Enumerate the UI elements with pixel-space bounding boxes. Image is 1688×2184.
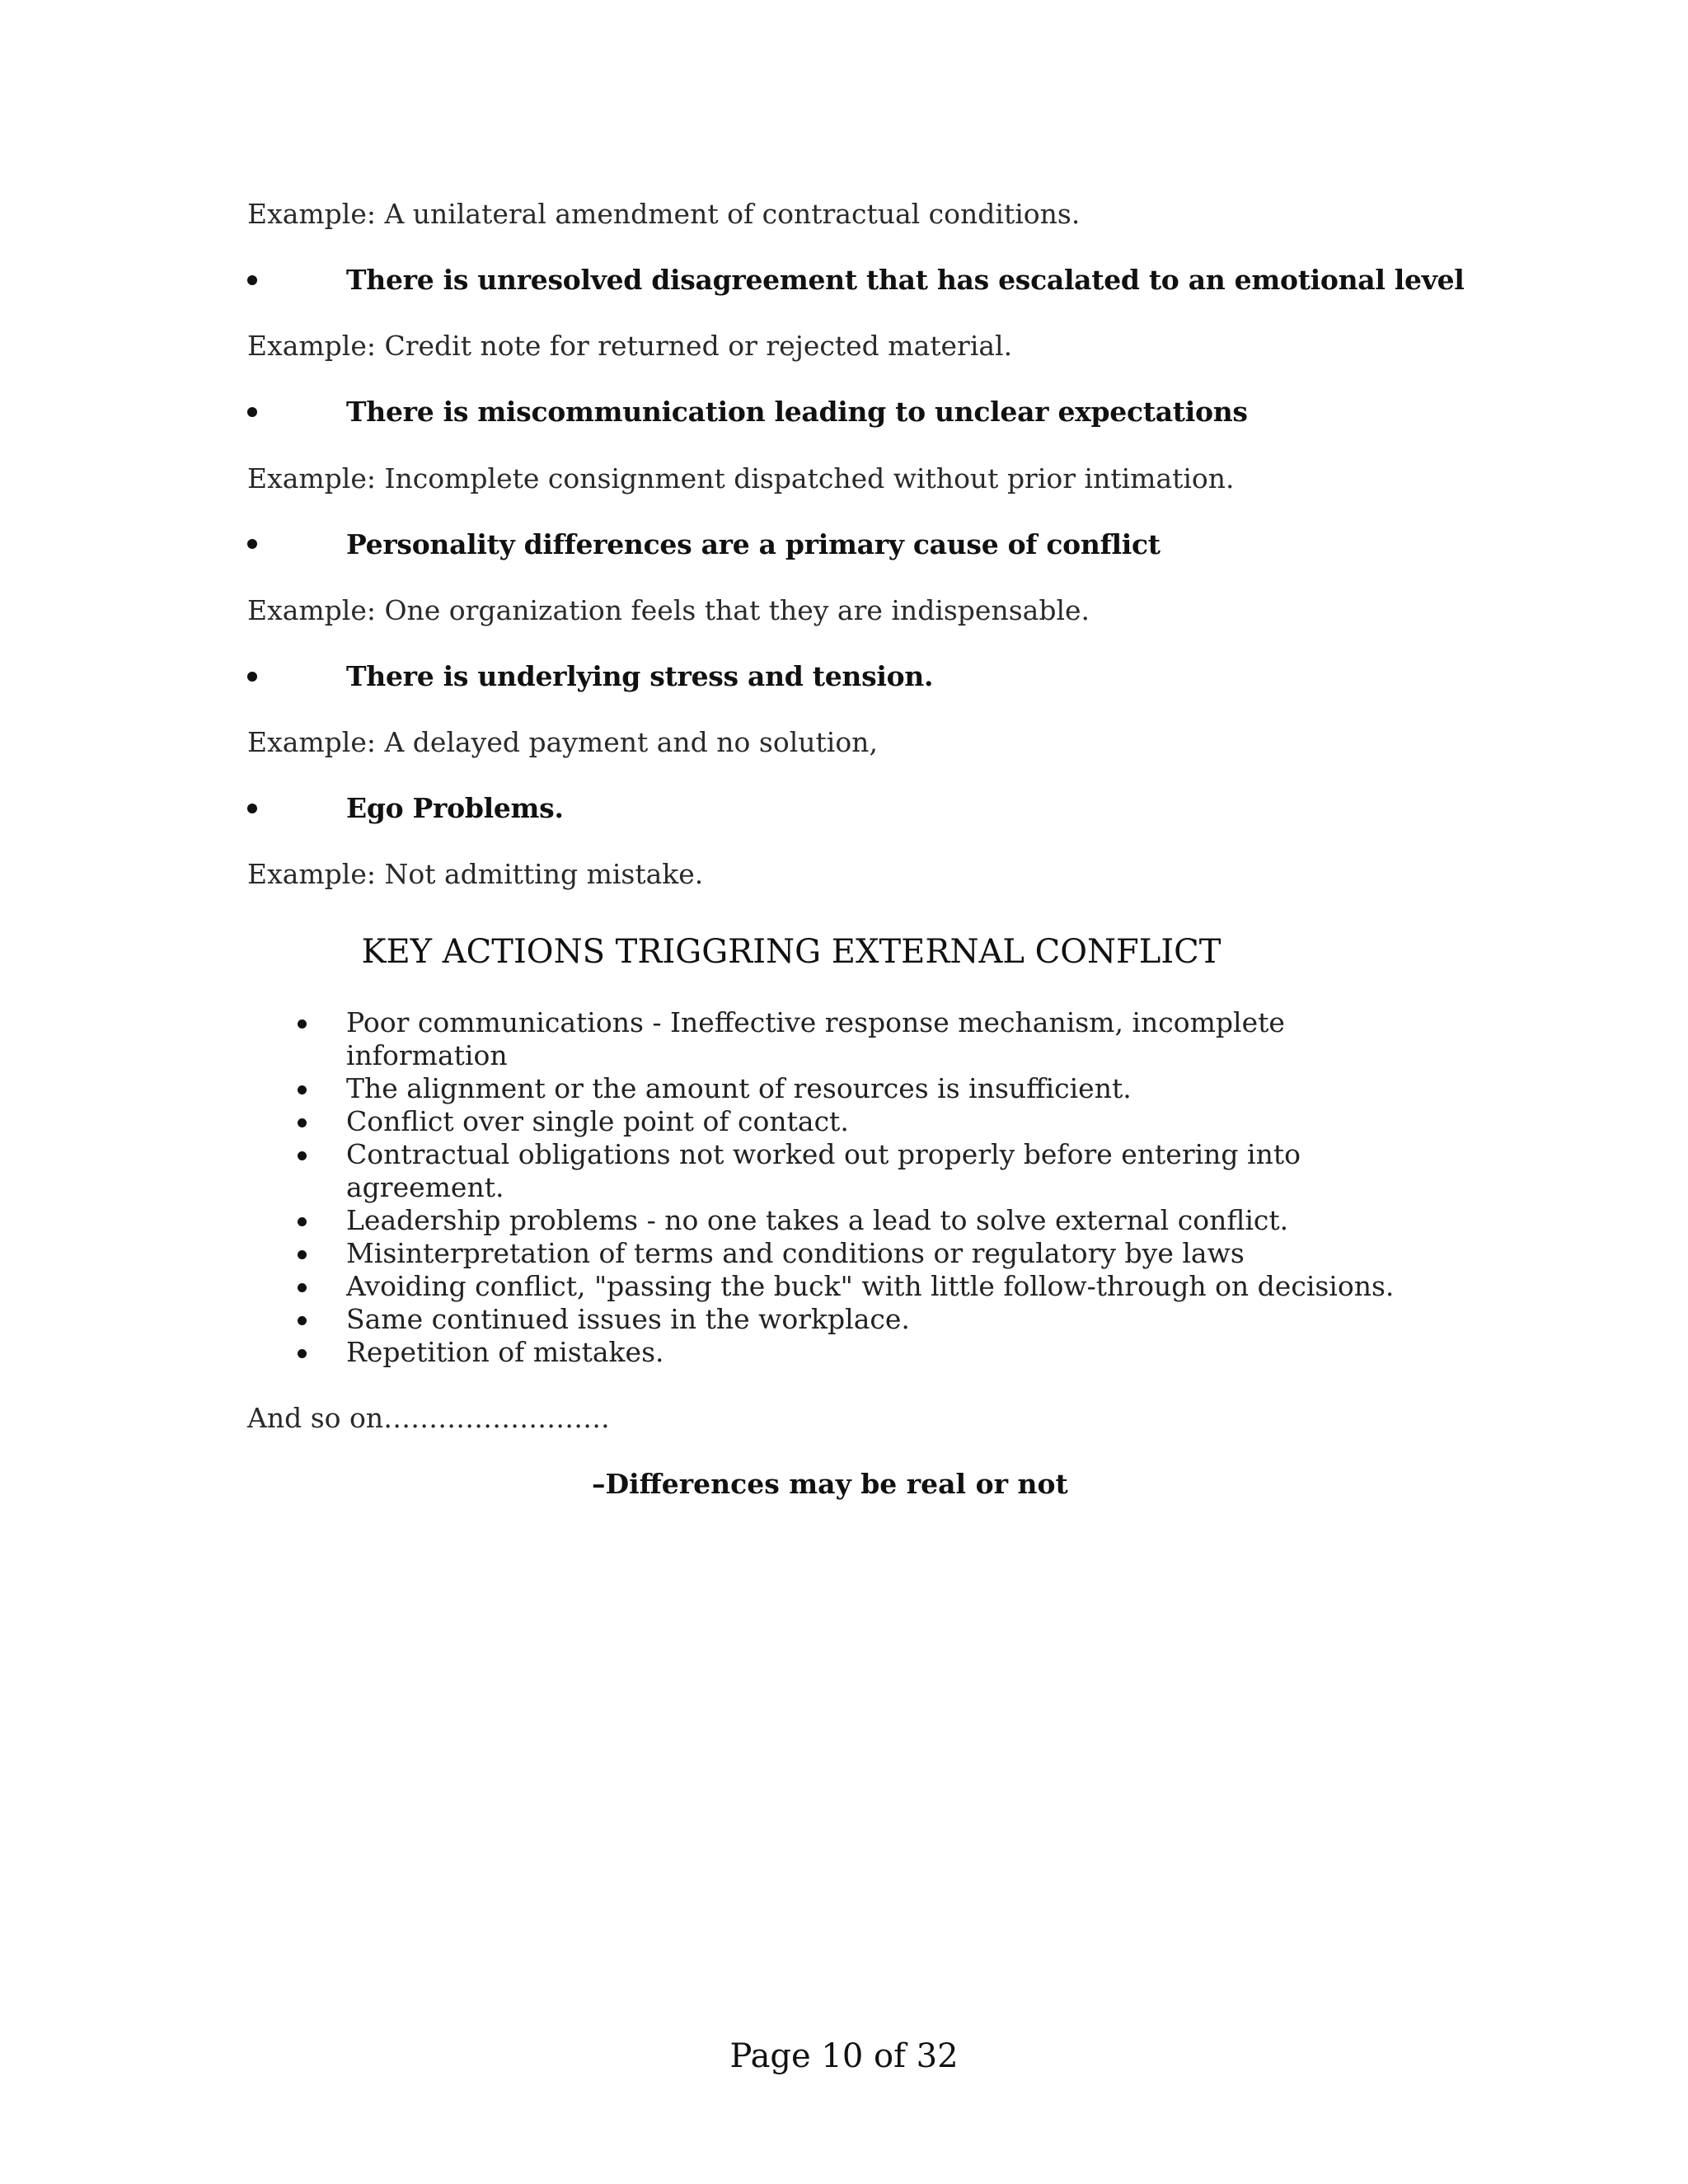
example-text: Example: Not admitting mistake. (247, 858, 704, 890)
bullet-dot (298, 1085, 307, 1094)
bullet-dot (298, 1151, 307, 1160)
list-item: Same continued issues in the workplace. (346, 1303, 910, 1335)
bullet-heading: There is underlying stress and tension. (346, 660, 934, 692)
bullet-dot (247, 804, 257, 813)
trailing-text: And so on……………………. (247, 1402, 610, 1434)
bullet-dot (298, 1118, 307, 1127)
bullet-dot (298, 1250, 307, 1259)
list-item: Conflict over single point of contact. (346, 1105, 849, 1137)
bullet-dot (247, 275, 257, 285)
list-item: Repetition of mistakes. (346, 1336, 664, 1368)
example-text: Example: A unilateral amendment of contractual conditions. (247, 198, 1081, 230)
list-item: The alignment or the amount of resources is insufficient. (346, 1072, 1132, 1104)
list-item: Contractual obligations not worked out properly before entering into agreement. (346, 1138, 1301, 1203)
list-item: Avoiding conflict, "passing the buck" with little follow-through on decisions. (346, 1270, 1395, 1302)
list-item: Leadership problems - no one takes a lead to solve external conflict. (346, 1204, 1289, 1236)
list-item: Misinterpretation of terms and conditions or regulatory bye laws (346, 1237, 1245, 1269)
page-number: Page 10 of 32 (729, 2037, 959, 2075)
bullet-dot (298, 1283, 307, 1292)
bullet-dot (247, 539, 257, 549)
bullet-heading: Personality differences are a primary cause of conflict (346, 528, 1160, 560)
bullet-heading: Ego Problems. (346, 792, 564, 824)
bullet-dot (298, 1217, 307, 1226)
example-text: Example: One organization feels that they are indispensable. (247, 594, 1090, 626)
section-heading: KEY ACTIONS TRIGGRING EXTERNAL CONFLICT (361, 933, 1221, 971)
bullet-dot (298, 1316, 307, 1325)
bullet-dot (298, 1019, 307, 1029)
bullet-heading: There is miscommunication leading to unclear expectations (346, 396, 1248, 428)
closing-note: –Differences may be real or not (592, 1468, 1068, 1500)
bullet-dot (247, 672, 257, 682)
example-text: Example: Credit note for returned or rejected material. (247, 330, 1013, 362)
example-text: Example: A delayed payment and no solution, (247, 726, 878, 758)
bullet-dot (298, 1349, 307, 1358)
bullet-dot (247, 407, 257, 417)
bullet-heading: There is unresolved disagreement that has escalated to an emotional level (346, 264, 1465, 296)
example-text: Example: Incomplete consignment dispatched without prior intimation. (247, 462, 1235, 494)
list-item: Poor communications - Ineffective response mechanism, incomplete information (346, 1006, 1285, 1071)
